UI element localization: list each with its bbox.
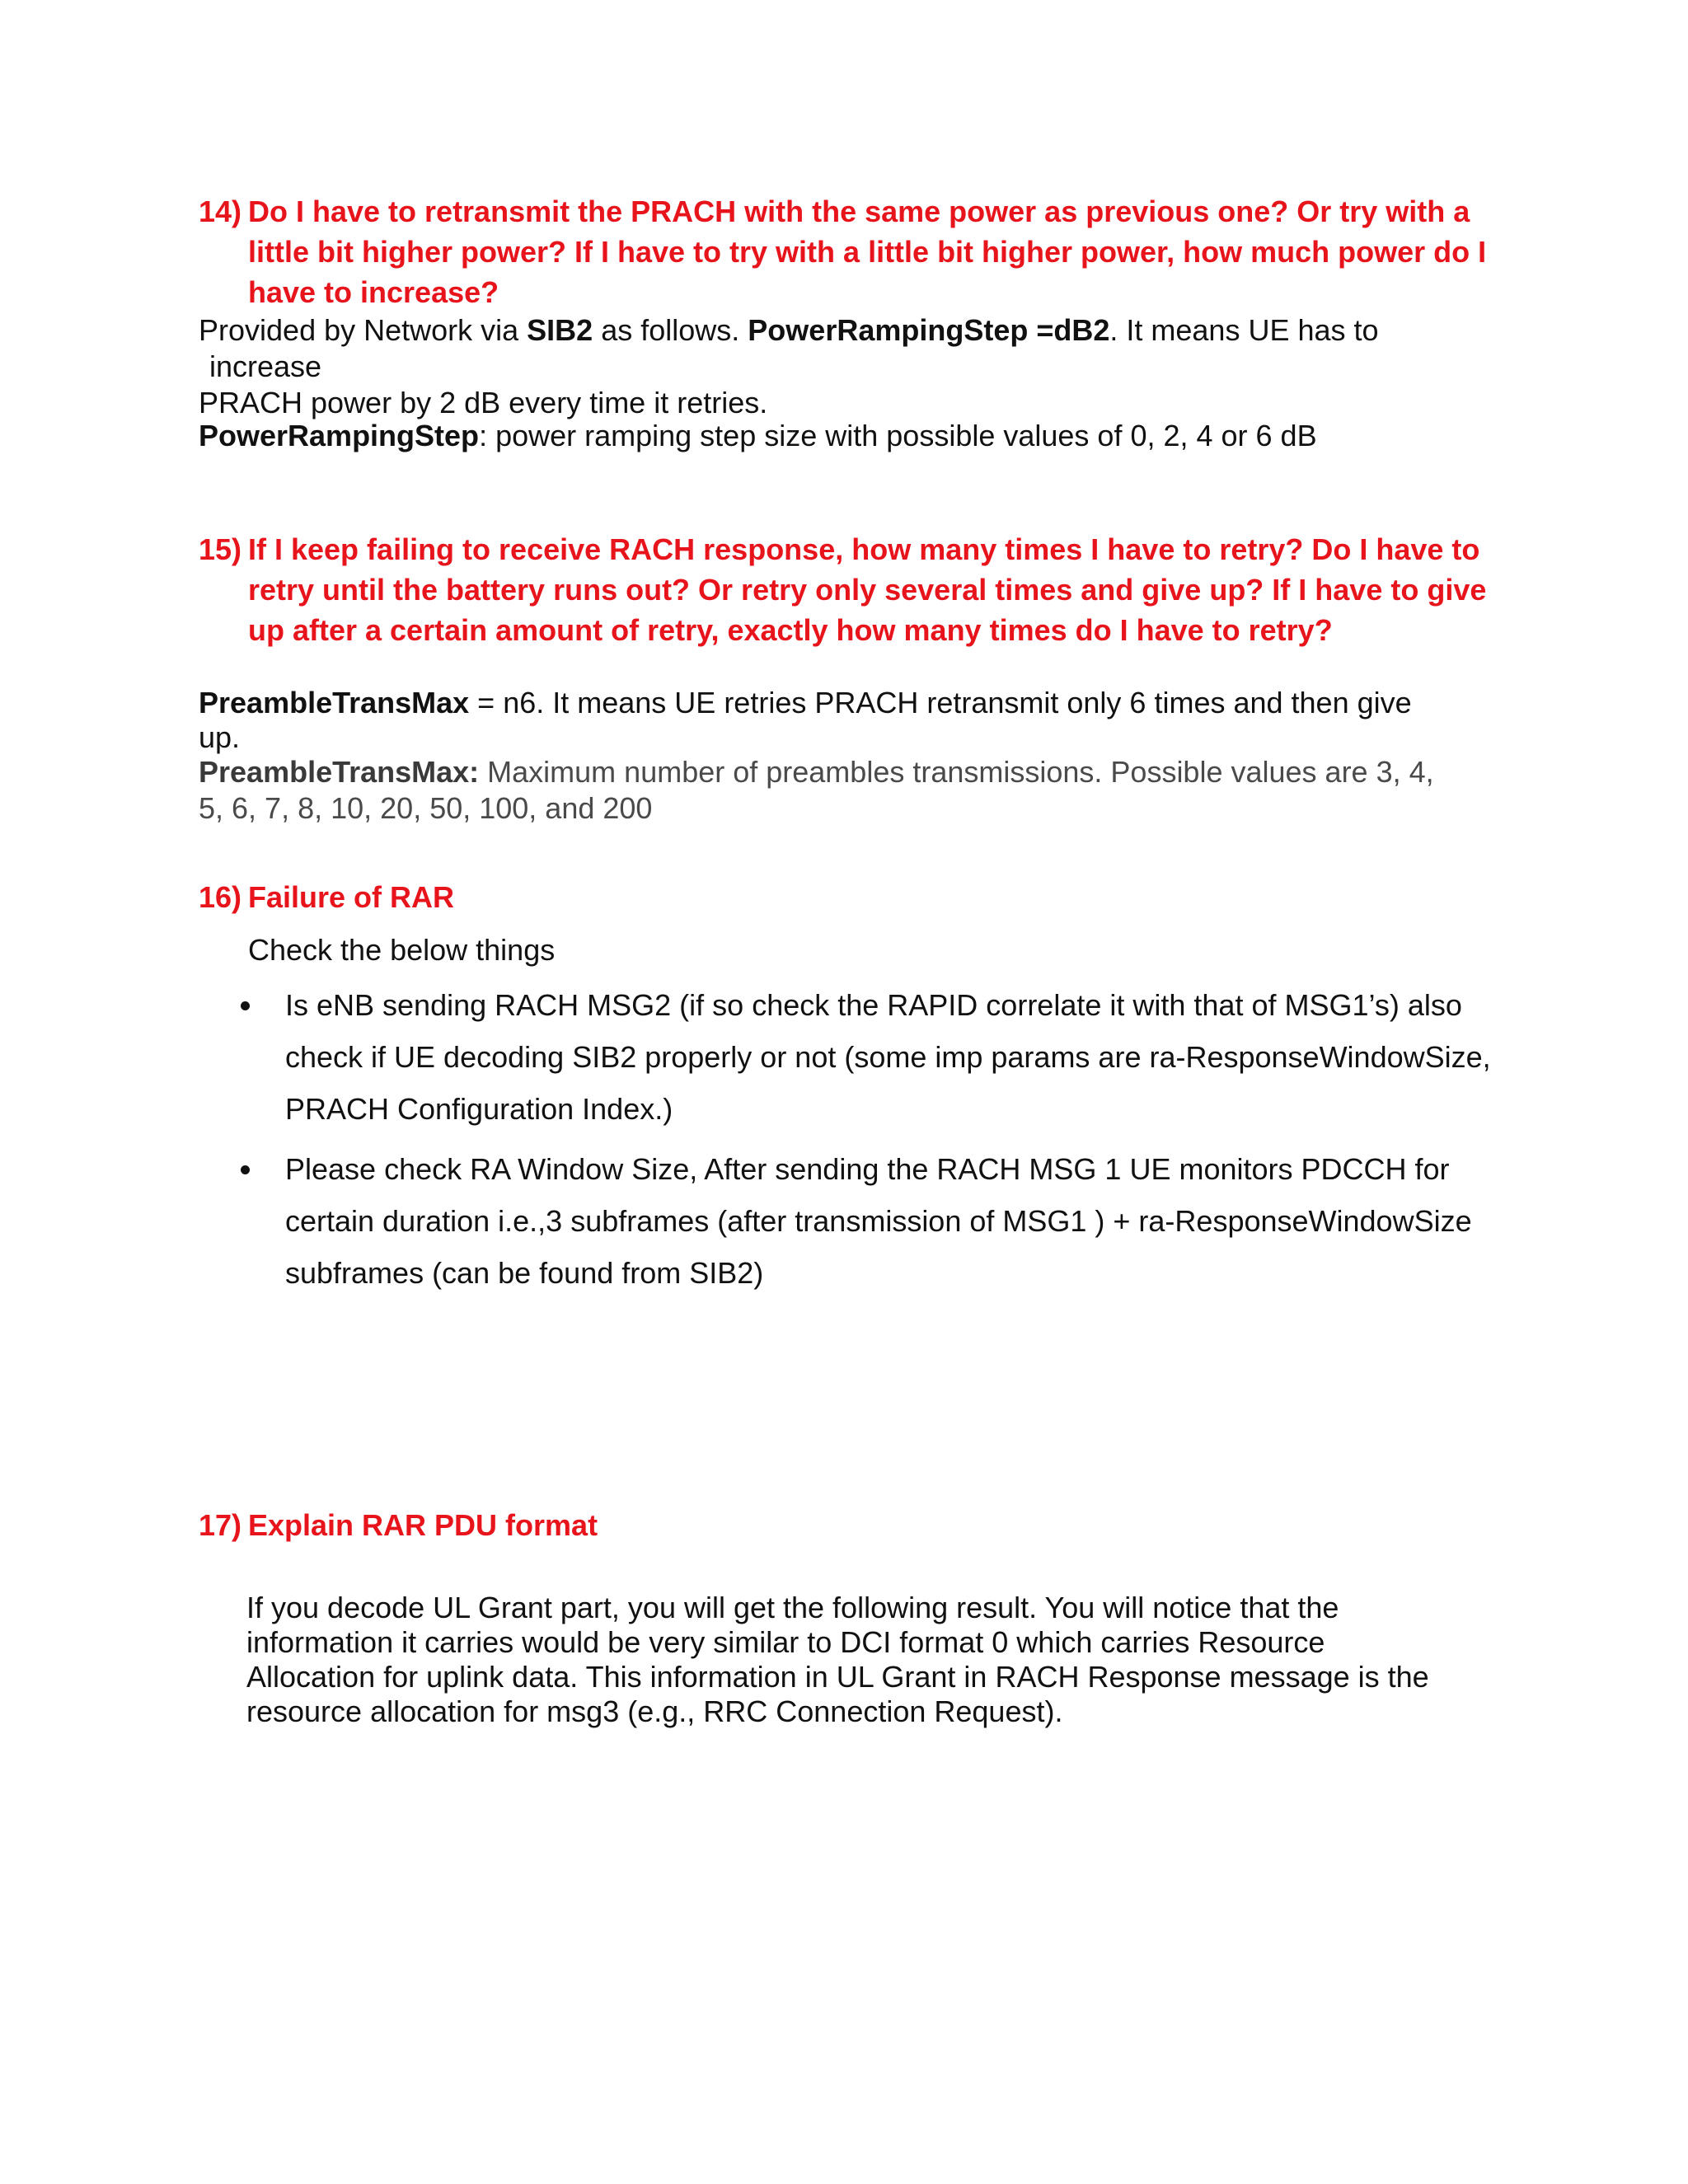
bold-term-power-ramping-step: PowerRampingStep: [199, 419, 480, 452]
text-span: Maximum number of preambles transmissions. Possible values are 3, 4,: [479, 755, 1434, 789]
question-number: 15): [199, 532, 242, 566]
answer-14-line-2: increase: [209, 349, 322, 383]
answer-14-line-3: PRACH power by 2 dB every time it retries.: [199, 386, 768, 419]
question-15-heading: [199, 529, 1517, 650]
question-text: If I keep failing to receive RACH response, how many times I have to retry? Do I have to retry until the battery runs out? Or retry only several times and give up? If I have to give up after a certain amount of retry, exactly how many times do I have to retry?: [248, 532, 1487, 647]
question-17-heading: [199, 1505, 1517, 1545]
text-span: : power ramping step size with possible values of 0, 2, 4 or 6 dB: [479, 419, 1317, 452]
question-number: 17): [199, 1508, 242, 1542]
list-item: [239, 1143, 1525, 1299]
answer-14-line-1: [199, 313, 1379, 348]
question-text: Explain RAR PDU format: [248, 1508, 598, 1542]
list-item-text: Please check RA Window Size, After sending the RACH MSG 1 UE monitors PDCCH for certain duration i.e.,3 subframes (after transmission of MSG1 ) + ra-ResponseWindowSize subframes (can be found from SIB2): [285, 1152, 1472, 1290]
answer-15-line-4: 5, 6, 7, 8, 10, 20, 50, 100, and 200: [199, 791, 653, 825]
answer-17-line-2: information it carries would be very similar to DCI format 0 which carries Resource: [246, 1625, 1325, 1659]
bold-term-power-ramping-step: PowerRampingStep =dB2: [748, 313, 1110, 347]
question-16-heading: [199, 877, 1517, 917]
answer-17-line-1: If you decode UL Grant part, you will get the following result. You will notice that the: [246, 1591, 1339, 1624]
answer-15-line-1: [199, 686, 1412, 720]
answer-14-line-4: [199, 419, 1317, 453]
question-14-heading: [199, 191, 1517, 312]
text-span: Provided by Network via: [199, 313, 528, 347]
answer-16-intro: Check the below things: [248, 933, 556, 967]
list-item: [239, 979, 1525, 1135]
question-number: 16): [199, 880, 242, 914]
answer-15-line-3: [199, 755, 1434, 790]
list-item-text: Is eNB sending RACH MSG2 (if so check the RAPID correlate it with that of MSG1’s) also check if UE decoding SIB2 properly or not (some imp params are ra-ResponseWindowSize, PRACH Configuration Index.): [285, 988, 1491, 1126]
text-span: . It means UE has to: [1109, 313, 1379, 347]
question-text: Failure of RAR: [248, 880, 455, 914]
bullet-icon: [241, 1001, 250, 1010]
text-span: = n6. It means UE retries PRACH retransmit only 6 times and then give: [469, 686, 1412, 719]
bold-term-preamble-trans-max: PreambleTransMax:: [199, 755, 480, 789]
bullet-icon: [241, 1165, 250, 1174]
bold-term-sib2: SIB2: [527, 313, 593, 347]
answer-17-line-4: resource allocation for msg3 (e.g., RRC Connection Request).: [246, 1694, 1063, 1728]
question-number: 14): [199, 194, 242, 228]
answer-17-line-3: Allocation for uplink data. This information in UL Grant in RACH Response message is the: [246, 1660, 1429, 1694]
answer-15-line-2: up.: [199, 720, 241, 754]
answer-16-bullet-list: [239, 979, 1525, 1307]
text-span: as follows.: [593, 313, 748, 347]
question-text: Do I have to retransmit the PRACH with the same power as previous one? Or try with a little bit higher power? If I have to try with a little bit higher power, how much power do I have to increase?: [248, 194, 1487, 309]
bold-term-preamble-trans-max: PreambleTransMax: [199, 686, 470, 719]
